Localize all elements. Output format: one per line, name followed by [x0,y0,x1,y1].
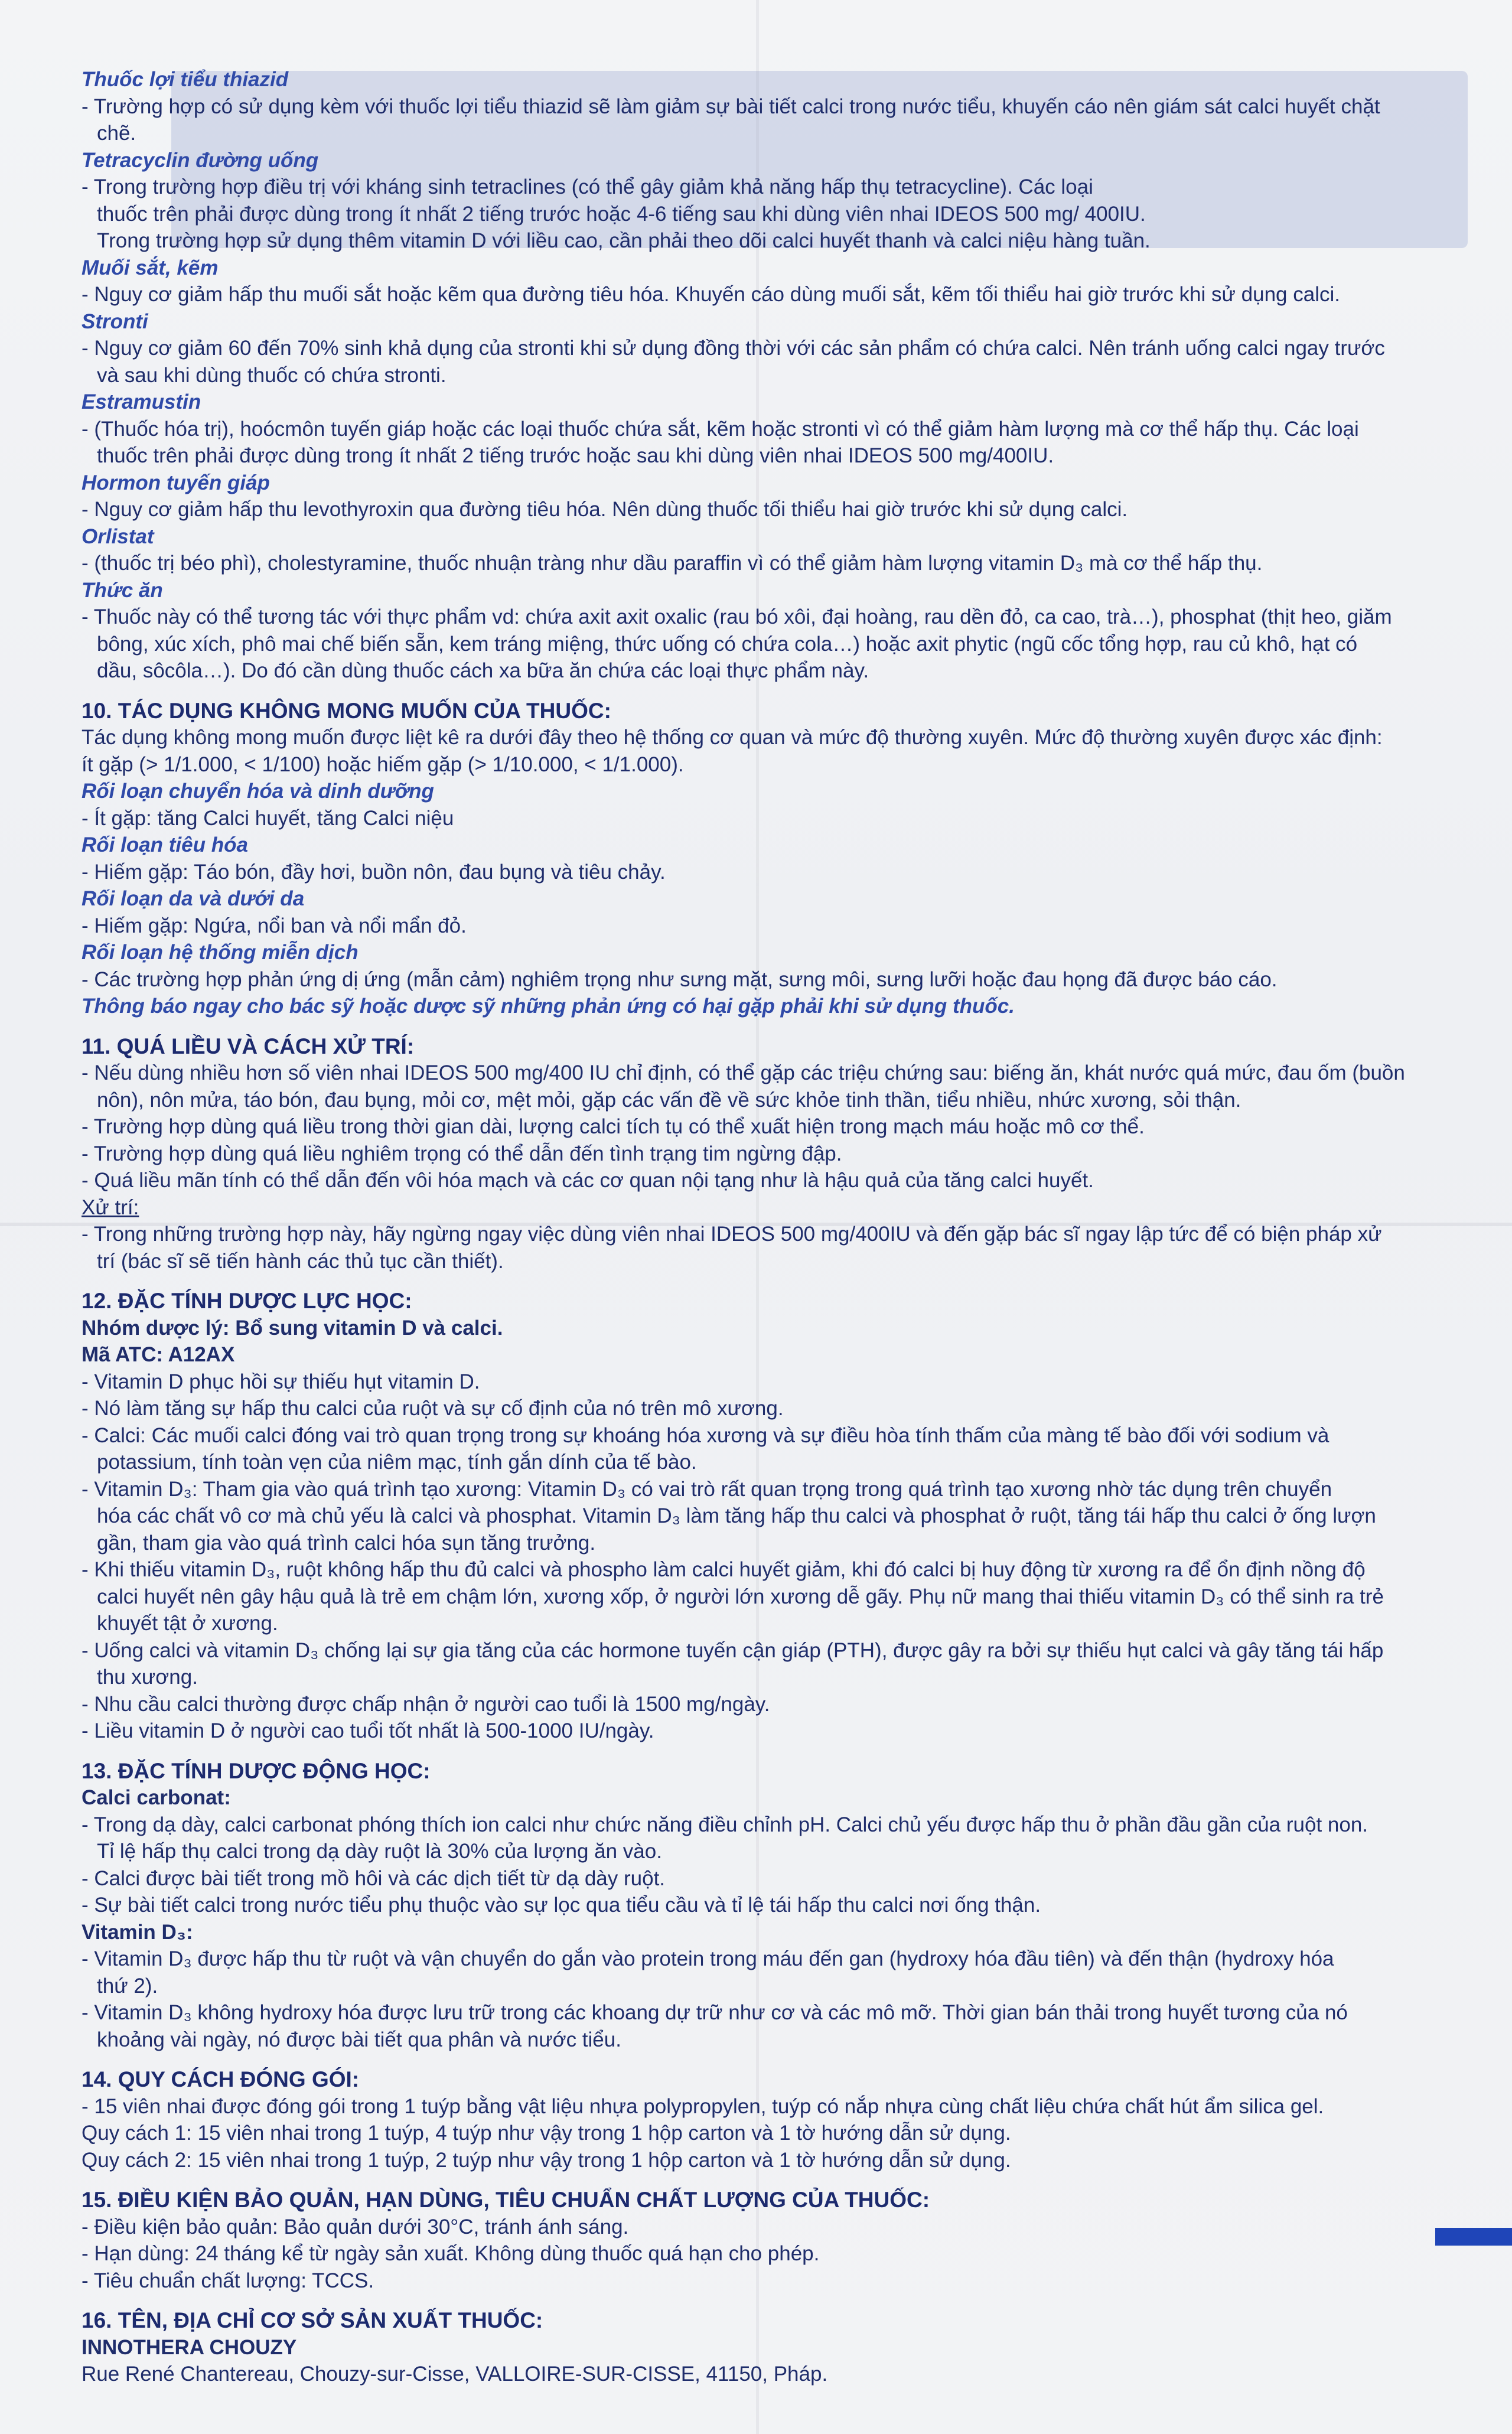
text-line: - Nhu cầu calci thường được chấp nhận ở người cao tuổi là 1500 mg/ngày. [82,1692,770,1716]
subheading: Stronti [82,309,148,333]
subheading: Rối loạn hệ thống miễn dịch [82,941,359,964]
text-line: - Hiếm gặp: Táo bón, đầy hơi, buồn nôn, đau bụng và tiêu chảy. [82,860,666,884]
text-line: - Nếu dùng nhiều hơn số viên nhai IDEOS 500 mg/400 IU chỉ định, có thể gặp các triệu chứng sau: biếng ăn, khát nước quá mức, đau ốm (buồn [82,1061,1405,1084]
subheading: Rối loạn tiêu hóa [82,833,248,856]
text-line: - Sự bài tiết calci trong nước tiểu phụ thuộc vào sự lọc qua tiểu cầu và tỉ lệ tái hấp thu calci nơi ống thận. [82,1894,1041,1917]
subheading: Orlistat [82,524,154,548]
subheading: Rối loạn chuyển hóa và dinh dưỡng [82,780,434,803]
text-line: nôn), nôn mửa, táo bón, đau bụng, mỏi cơ, mệt mỏi, gặp các vấn đề về sức khỏe tinh thần, tiểu nhiều, nhức xương, sỏi thận. [97,1088,1241,1112]
text-line: Xử trí: [82,1195,139,1219]
text-line: dầu, sôcôla…). Do đó cần dùng thuốc cách xa bữa ăn chứa các loại thực phẩm này. [97,659,869,682]
text-line: và sau khi dùng thuốc có chứa stronti. [97,363,447,387]
subheading: Estramustin [82,390,201,413]
text-line: - (Thuốc hóa trị), hoócmôn tuyến giáp hoặc các loại thuốc chứa sắt, kẽm hoặc stronti vì có thể giảm hàm lượng mà cơ thể hấp thụ. Các loại [82,417,1359,441]
text-line: - Vitamin D₃: Tham gia vào quá trình tạo xương: Vitamin D₃ có vai trò rất quan trọng trong quá trình tạo xương nhờ tác dụng trên chuyển [82,1477,1332,1501]
text-line: - Trong những trường hợp này, hãy ngừng ngay việc dùng viên nhai IDEOS 500 mg/400IU và đến gặp bác sĩ ngay lập tức để có biện pháp xử [82,1223,1382,1246]
section-heading: 14. QUY CÁCH ĐÓNG GÓI: [82,2067,360,2091]
subheading: Thuốc lợi tiểu thiazid [82,68,289,91]
text-line: - Điều kiện bảo quản: Bảo quản dưới 30°C, tránh ánh sáng. [82,2215,629,2239]
text-line: gần, tham gia vào quá trình calci hóa sụn tăng trưởng. [97,1531,596,1555]
text-line: - Hiếm gặp: Ngứa, nổi ban và nổi mẩn đỏ. [82,914,467,937]
text-line: - Uống calci và vitamin D₃ chống lại sự gia tăng của các hormone tuyến cận giáp (PTH), được gây ra bởi sự thiếu hụt calci và gây tăng tái hấp [82,1638,1384,1662]
subheading: Hormon tuyến giáp [82,471,270,494]
text-line: potassium, tính toàn vẹn của niêm mạc, tính gắn dính của tế bào. [97,1451,697,1474]
leaflet-text [82,66,1440,2388]
section-heading: 12. ĐẶC TÍNH DƯỢC LỰC HỌC: [82,1289,412,1313]
text-line: - Quá liều mãn tính có thể dẫn đến vôi hóa mạch và các cơ quan nội tạng như là hậu quả của tăng calci huyết. [82,1169,1094,1192]
section-heading: 16. TÊN, ĐỊA CHỈ CƠ SỞ SẢN XUẤT THUỐC: [82,2308,543,2332]
text-line: bông, xúc xích, phô mai chế biến sẵn, kem tráng miệng, thức uống có chứa cola…) hoặc axit phytic (ngũ cốc tổng hợp, rau củ khô, hạt có [97,632,1358,656]
text-line: INNOTHERA CHOUZY [82,2335,297,2359]
text-line: thuốc trên phải được dùng trong ít nhất 2 tiếng trước hoặc sau khi dùng viên nhai IDEOS 500 mg/400IU. [97,444,1054,467]
subheading: Tetracyclin đường uống [82,148,319,172]
text-line: trí (bác sĩ sẽ tiến hành các thủ tục cần thiết). [97,1249,504,1273]
subheading: Rối loạn da và dưới da [82,887,305,910]
text-line: - Thuốc này có thể tương tác với thực phẩm vd: chứa axit axit oxalic (rau bó xôi, đại hoàng, rau dền đỏ, ca cao, trà…), phosphat (thịt heo, giăm [82,605,1392,628]
text-line: thu xương. [97,1666,198,1689]
text-line: - Các trường hợp phản ứng dị ứng (mẫn cảm) nghiêm trọng như sưng mặt, sưng môi, sưng lưỡi hoặc đau họng đã được báo cáo. [82,967,1278,991]
text-line: - Vitamin D phục hồi sự thiếu hụt vitamin D. [82,1370,480,1393]
text-line: - Calci được bài tiết trong mồ hôi và các dịch tiết từ dạ dày ruột. [82,1866,666,1890]
text-line: - Nguy cơ giảm 60 đến 70% sinh khả dụng của stronti khi sử dụng đồng thời với các sản phẩm có chứa calci. Nên tránh uống calci ngay trước [82,337,1385,360]
text-line: chẽ. [97,122,136,145]
text-line: - Vitamin D₃ không hydroxy hóa được lưu trữ trong các khoang dự trữ như cơ và các mô mỡ. Thời gian bán thải trong huyết tương của nó [82,2001,1348,2024]
section-heading: 15. ĐIỀU KIỆN BẢO QUẢN, HẠN DÙNG, TIÊU CHUẨN CHẤT LƯỢNG CỦA THUỐC: [82,2188,930,2212]
section-heading: 13. ĐẶC TÍNH DƯỢC ĐỘNG HỌC: [82,1758,431,1783]
text-line: Quy cách 2: 15 viên nhai trong 1 tuýp, 2 tuýp như vậy trong 1 hộp carton và 1 tờ hướng dẫn sử dụng. [82,2148,1011,2172]
text-line: - Hạn dùng: 24 tháng kể từ ngày sản xuất. Không dùng thuốc quá hạn cho phép. [82,2242,820,2265]
text-line: - Nguy cơ giảm hấp thu levothyroxin qua đường tiêu hóa. Nên dùng thuốc tối thiểu hai giờ trước khi sử dụng calci. [82,498,1128,521]
text-line: - Trường hợp dùng quá liều nghiêm trọng có thể dẫn đến tình trạng tim ngừng đập. [82,1142,842,1165]
text-line: - Ít gặp: tăng Calci huyết, tăng Calci niệu [82,806,454,830]
edge-color-mark [1435,2228,1512,2246]
subheading: Thức ăn [82,578,163,602]
text-line: - Liều vitamin D ở người cao tuổi tốt nhất là 500-1000 IU/ngày. [82,1719,654,1742]
text-line: Quy cách 1: 15 viên nhai trong 1 tuýp, 4 tuýp như vậy trong 1 hộp carton và 1 tờ hướng dẫn sử dụng. [82,2122,1011,2145]
text-line: Nhóm dược lý: Bổ sung vitamin D và calci. [82,1316,503,1340]
text-line: - (thuốc trị béo phì), cholestyramine, thuốc nhuận tràng như dầu paraffin vì có thể giảm hàm lượng vitamin D₃ mà cơ thể hấp thụ. [82,552,1263,575]
text-line: ít gặp (> 1/1.000, < 1/100) hoặc hiếm gặp (> 1/10.000, < 1/1.000). [82,752,684,776]
subheading: Muối sắt, kẽm [82,256,219,279]
text-line: Vitamin D₃: [82,1920,193,1944]
text-line: - Tiêu chuẩn chất lượng: TCCS. [82,2269,374,2292]
text-line: Calci carbonat: [82,1786,231,1809]
text-line: calci huyết nên gây hậu quả là trẻ em chậm lớn, xương xốp, ở người lớn xương dễ gãy. Phụ nữ mang thai thiếu vitamin D₃ có thể sinh ra trẻ khuyết tật ở xương. [97,1585,1384,1635]
text-line: - Trong dạ dày, calci carbonat phóng thích ion calci như chức năng điều chỉnh pH. Calci chủ yếu được hấp thu ở phần đầu gần của ruột non. [82,1813,1368,1836]
section-heading: 11. QUÁ LIỀU VÀ CÁCH XỬ TRÍ: [82,1034,415,1058]
text-line: - Khi thiếu vitamin D₃, ruột không hấp thu đủ calci và phospho làm calci huyết giảm, khi đó calci bị huy động từ xương ra để ổn định nồng độ [82,1558,1366,1581]
text-line: - Nguy cơ giảm hấp thu muối sắt hoặc kẽm qua đường tiêu hóa. Khuyến cáo dùng muối sắt, kẽm tối thiểu hai giờ trước khi sử dụng calci. [82,283,1340,306]
text-line: - Vitamin D₃ được hấp thu từ ruột và vận chuyển do gắn vào protein trong máu đến gan (hydroxy hóa đầu tiên) và đến thận (hydroxy hóa [82,1947,1334,1970]
text-line: hóa các chất vô cơ mà chủ yếu là calci và phosphat. Vitamin D₃ làm tăng hấp thu calci và phosphat ở ruột, tăng tái hấp thu calci ở ống lượn [97,1504,1376,1527]
text-line: - Calci: Các muối calci đóng vai trò quan trọng trong sự khoáng hóa xương và sự điều hòa tính thấm của màng tế bào đối với sodium và [82,1423,1329,1447]
text-line: - Nó làm tăng sự hấp thu calci của ruột và sự cố định của nó trên mô xương. [82,1397,784,1420]
text-line: Tỉ lệ hấp thụ calci trong dạ dày ruột là 30% của lượng ăn vào. [97,1840,662,1863]
text-line: Tác dụng không mong muốn được liệt kê ra dưới đây theo hệ thống cơ quan và mức độ thường xuyên. Mức độ thường xuyên được xác định: [82,726,1383,749]
text-line: Rue René Chantereau, Chouzy-sur-Cisse, VALLOIRE-SUR-CISSE, 41150, Pháp. [82,2363,828,2386]
text-line: - Trong trường hợp điều trị với kháng sinh tetraclines (có thể gây giảm khả năng hấp thụ tetracycline). Các loại [82,175,1093,198]
text-line: thuốc trên phải được dùng trong ít nhất 2 tiếng trước hoặc 4-6 tiếng sau khi dùng viên nhai IDEOS 500 mg/ 400IU. [97,202,1146,226]
text-line: Trong trường hợp sử dụng thêm vitamin D với liều cao, cần phải theo dõi calci huyết thanh và calci niệu hàng tuần. [97,229,1151,252]
text-line: khoảng vài ngày, nó được bài tiết qua phân và nước tiểu. [97,2028,621,2051]
text-line: - Trường hợp dùng quá liều trong thời gian dài, lượng calci tích tụ có thể xuất hiện trong mạch máu hoặc mô cơ thể. [82,1115,1145,1138]
section-heading: 10. TÁC DỤNG KHÔNG MONG MUỐN CỦA THUỐC: [82,698,611,723]
text-line: Thông báo ngay cho bác sỹ hoặc dược sỹ những phản ứng có hại gặp phải khi sử dụng thuốc. [82,995,1015,1018]
text-line: Mã ATC: A12AX [82,1343,235,1366]
text-line: - 15 viên nhai được đóng gói trong 1 tuýp bằng vật liệu nhựa polypropylen, tuýp có nắp nhựa cùng chất liệu chứa chất hút ẩm silica gel. [82,2094,1324,2118]
text-line: - Trường hợp có sử dụng kèm với thuốc lợi tiểu thiazid sẽ làm giảm sự bài tiết calci trong nước tiểu, khuyến cáo nên giám sát calci huyết chặt [82,95,1380,118]
text-line: thứ 2). [97,1974,158,1998]
